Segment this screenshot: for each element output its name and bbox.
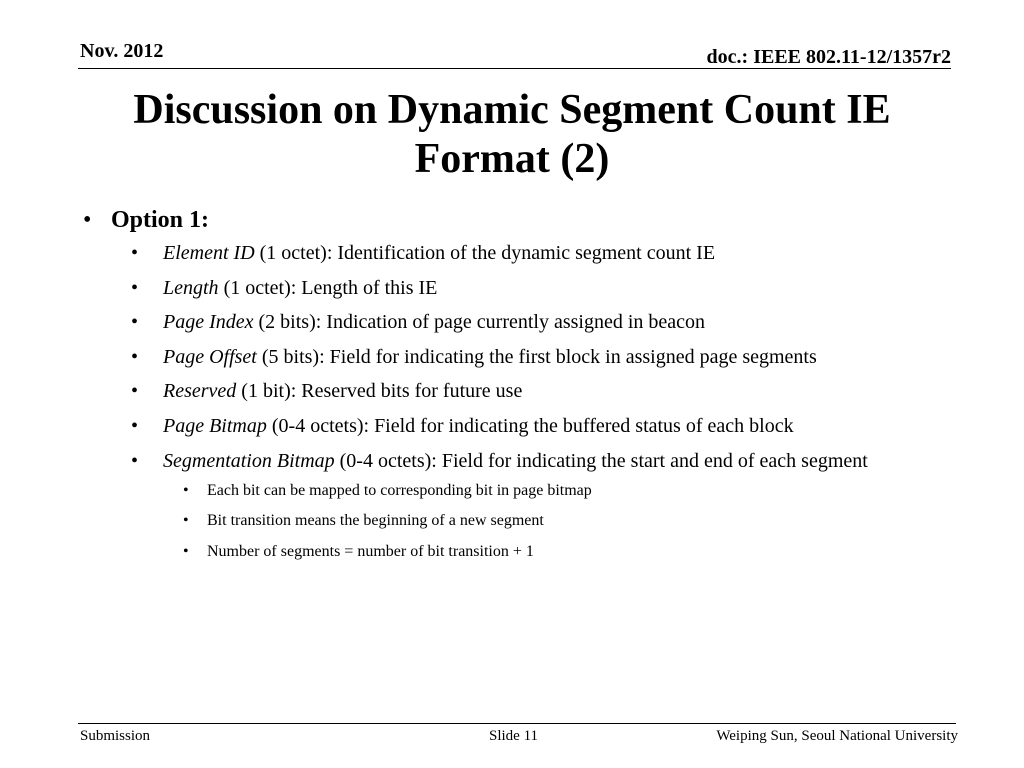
field-desc: (1 bit): Reserved bits for future use [236,380,523,403]
bullet-icon: • [131,380,139,403]
header-date: Nov. 2012 [80,40,164,62]
slide-title-line-1: Discussion on Dynamic Segment Count IE [133,87,891,133]
header-doc-id: doc.: IEEE 802.11-12/1357r2 [706,46,951,68]
bullet-icon: • [131,276,139,299]
bullet-icon: • [83,207,92,233]
field-desc: (1 octet): Length of this IE [218,276,438,299]
slide-title [80,86,944,184]
field-term: Reserved [163,380,237,403]
bullet-icon: • [131,414,139,437]
sub-bullet-item [80,511,930,531]
segmentation-sub-list [163,481,930,562]
footer-submission: Submission [80,728,151,744]
footer-divider [78,723,956,724]
field-desc: (2 bits): Indication of page currently assigned in beacon [253,311,706,334]
sub-bullet-item [80,481,930,501]
sub-bullet-item [80,542,930,562]
footer-author: Weiping Sun, Seoul National University [716,728,958,744]
field-term: Element ID [163,242,255,264]
bullet-icon: • [183,542,189,560]
field-term: Page Offset [163,345,257,368]
bullet-icon: • [131,345,139,368]
bullet-icon: • [131,449,139,472]
sub-bullet-text: Number of segments = number of bit transition + 1 [207,542,534,560]
sub-bullet-text: Bit transition means the beginning of a new segment [207,512,544,530]
bullet-icon: • [183,481,189,499]
field-item-page-index [80,309,930,335]
slide-title-line-2: Format (2) [414,136,610,182]
sub-bullet-text: Each bit can be mapped to corresponding bit in page bitmap [207,481,592,499]
bullet-icon: • [131,242,139,264]
field-desc: (0-4 octets): Field for indicating the start and end of each segment [334,449,868,472]
footer-slide-number: Slide 11 [489,728,539,744]
bullet-icon: • [183,512,189,530]
field-term: Length [163,276,219,299]
field-item-page-bitmap [80,413,930,439]
field-desc: (1 octet): Identification of the dynamic segment count IE [254,242,716,264]
field-term: Page Index [163,311,254,334]
option-heading [80,204,930,236]
header-divider [78,68,951,69]
option-label: Option 1: [111,207,210,233]
field-term: Segmentation Bitmap [163,449,335,472]
field-desc: (5 bits): Field for indicating the first block in assigned page segments [256,345,817,368]
field-item-length [80,275,930,301]
bullet-icon: • [131,311,139,334]
field-list [80,240,930,562]
field-item-page-offset [80,344,930,370]
slide-content [80,204,930,572]
field-item-segmentation-bitmap [80,448,930,562]
field-item-element-id [80,240,930,266]
field-desc: (0-4 octets): Field for indicating the buffered status of each block [266,414,794,437]
field-term: Page Bitmap [163,414,267,437]
field-item-reserved [80,378,930,404]
